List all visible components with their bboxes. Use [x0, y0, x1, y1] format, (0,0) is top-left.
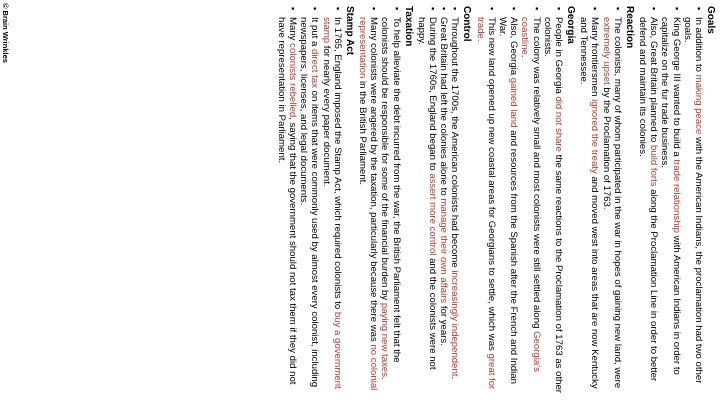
bullet-item: [379, 6, 401, 399]
bullet-dot-icon: ▪: [369, 7, 380, 11]
highlighted-phrase: direct tax: [309, 49, 321, 88]
bullet-item: [659, 6, 681, 399]
text-segment: .: [519, 54, 531, 58]
bullet-item: [416, 6, 438, 399]
text-segment: on items that were commonly used by almost every colonist, including newspapers, licenses, and legal documents.: [298, 17, 321, 388]
highlighted-phrase: no colonial representation: [356, 17, 380, 391]
text-segment: This new land opened up new coastal areas for Georgians to settle, which was: [485, 17, 497, 354]
highlighted-phrase: great for trade: [474, 17, 497, 390]
bullet-item: [519, 6, 541, 399]
bullet-dot-icon: ▪: [332, 7, 343, 11]
text-segment: Many frontiersmen: [589, 17, 601, 100]
highlighted-phrase: paying new taxes: [379, 302, 391, 377]
section-taxation: [357, 6, 414, 399]
bullet-item: [497, 6, 519, 399]
bullet-item: [276, 6, 298, 399]
text-segment: with American Indians in order to capitalize on the fur trade business.: [659, 17, 682, 375]
text-segment: Many colonists were angered by the taxation, particularly because there was: [368, 17, 380, 345]
bullet-dot-icon: ▪: [439, 7, 450, 11]
text-segment: To help alleviate the debt incurred from the war, the British Parliament felt that the colonists should be responsible for some of the financial burden by: [379, 17, 402, 363]
bullet-dot-icon: ▪: [509, 7, 520, 11]
bullet-item: [600, 6, 622, 399]
text-segment: for years.: [438, 303, 450, 346]
text-segment: .: [449, 376, 461, 380]
highlighted-phrase: build forts: [648, 145, 660, 187]
highlighted-phrase: buy a government stamp: [320, 17, 343, 389]
highlighted-phrase: colonists rebelled: [286, 43, 298, 118]
text-segment: by the Proclamation of 1763.: [600, 84, 612, 210]
highlighted-phrase: Georgia’s coastline: [519, 17, 542, 372]
bullet-list: [474, 6, 564, 399]
text-segment: It put a: [309, 17, 321, 49]
section-title: Reaction: [623, 6, 635, 49]
text-segment: Throughout the 1700s, the American colonists had become: [449, 17, 461, 271]
highlighted-phrase: trade relationship: [670, 159, 682, 234]
text-segment: In 1765, England imposed the Stamp Act, which required colonists to: [331, 17, 343, 312]
section-reaction: [578, 6, 635, 399]
highlighted-phrase: gained land: [508, 77, 520, 128]
bullet-dot-icon: ▪: [287, 7, 298, 11]
text-segment: The colonists, many of whom participated in the war in hopes of gaining new land, were: [611, 17, 623, 389]
section-title: Georgia: [564, 6, 576, 44]
section-title: Taxation: [402, 6, 414, 47]
bullet-dot-icon: ▪: [694, 7, 704, 11]
bullet-item: [449, 6, 460, 399]
bullet-dot-icon: ▪: [450, 7, 461, 11]
bullet-item: [474, 6, 496, 399]
section-control: [416, 6, 473, 399]
bullet-list: [276, 6, 343, 399]
highlighted-phrase: did not share: [552, 96, 564, 152]
section-goals: [637, 6, 716, 399]
brand-name: Brain Wrinkles: [1, 10, 10, 63]
bullet-dot-icon: ▪: [612, 7, 623, 11]
highlighted-phrase: assert more control: [426, 173, 438, 256]
bullet-item: [578, 6, 600, 399]
section-title: Control: [461, 6, 473, 42]
section-georgia: [474, 6, 576, 399]
copyright-symbol: ©: [1, 3, 10, 9]
highlighted-phrase: extremely upset: [600, 17, 612, 85]
text-segment: Great Britain had left the colonies alone to: [438, 17, 450, 199]
bullet-dot-icon: ▪: [427, 7, 438, 11]
bullet-dot-icon: ▪: [486, 7, 497, 11]
bullet-item: [637, 6, 659, 399]
text-segment: and moved west into areas that are now Kentucky and Tennessee.: [578, 17, 601, 389]
section-title: Goals: [705, 6, 716, 34]
text-segment: and the colonists were not happy.: [415, 17, 438, 370]
bullet-dot-icon: ▪: [671, 7, 682, 11]
bullet-dot-icon: ▪: [531, 7, 542, 11]
section-stamp-act: [276, 6, 355, 399]
bullet-list: [416, 6, 461, 399]
bullet-item: [542, 6, 564, 399]
text-segment: and resources from the Spanish after the French and Indian War.: [496, 17, 520, 384]
bullet-item: [357, 6, 379, 399]
bullet-list: [578, 6, 623, 399]
highlighted-phrase: increasingly independent: [449, 270, 461, 377]
text-segment: in the British Parliament.: [356, 78, 368, 185]
bullet-dot-icon: ▪: [310, 7, 321, 11]
bullet-dot-icon: ▪: [391, 7, 402, 11]
text-segment: Also, Georgia: [508, 17, 520, 78]
section-title: Stamp Act: [343, 6, 355, 56]
bullet-dot-icon: ▪: [590, 7, 601, 11]
text-segment: People in Georgia: [552, 17, 564, 97]
slide-content: [11, 6, 716, 399]
bullet-list: [357, 6, 402, 399]
text-segment: with the American Indians, the proclamation had two other goals.: [681, 17, 704, 384]
bullet-item: [438, 6, 449, 399]
highlighted-phrase: ignored the treaty: [589, 99, 601, 174]
text-segment: along the Proclamation Line in order to better defend and maintain its colonies.: [636, 17, 660, 382]
text-segment: Many: [286, 17, 298, 44]
bullet-dot-icon: ▪: [649, 7, 660, 11]
text-segment: the same reactions to the Proclamation of 1763 as other colonists.: [541, 17, 564, 393]
bullet-item: [320, 6, 342, 399]
text-segment: During the 1760s, England began to: [426, 17, 438, 174]
bullet-dot-icon: ▪: [553, 7, 564, 11]
highlighted-phrase: making peace: [693, 74, 704, 135]
text-segment: .: [379, 377, 391, 380]
highlighted-phrase: manage their own affairs: [438, 198, 450, 304]
text-segment: , saying that the government should not tax them if they did not have representation in Parliament.: [275, 17, 298, 385]
bullet-list: [637, 6, 704, 399]
text-segment: Also, Great Britain planned to: [648, 17, 660, 145]
bullet-item: [682, 6, 704, 399]
brand-footer: [1, 3, 10, 63]
text-segment: In addition to: [693, 17, 704, 75]
text-segment: King George III wanted to build a: [670, 17, 682, 160]
text-segment: .: [474, 38, 486, 42]
text-segment: The colony was relatively small and most colonists were still settled along: [530, 17, 542, 332]
text-segment: for nearly every paper document.: [320, 43, 332, 187]
bullet-item: [298, 6, 320, 399]
